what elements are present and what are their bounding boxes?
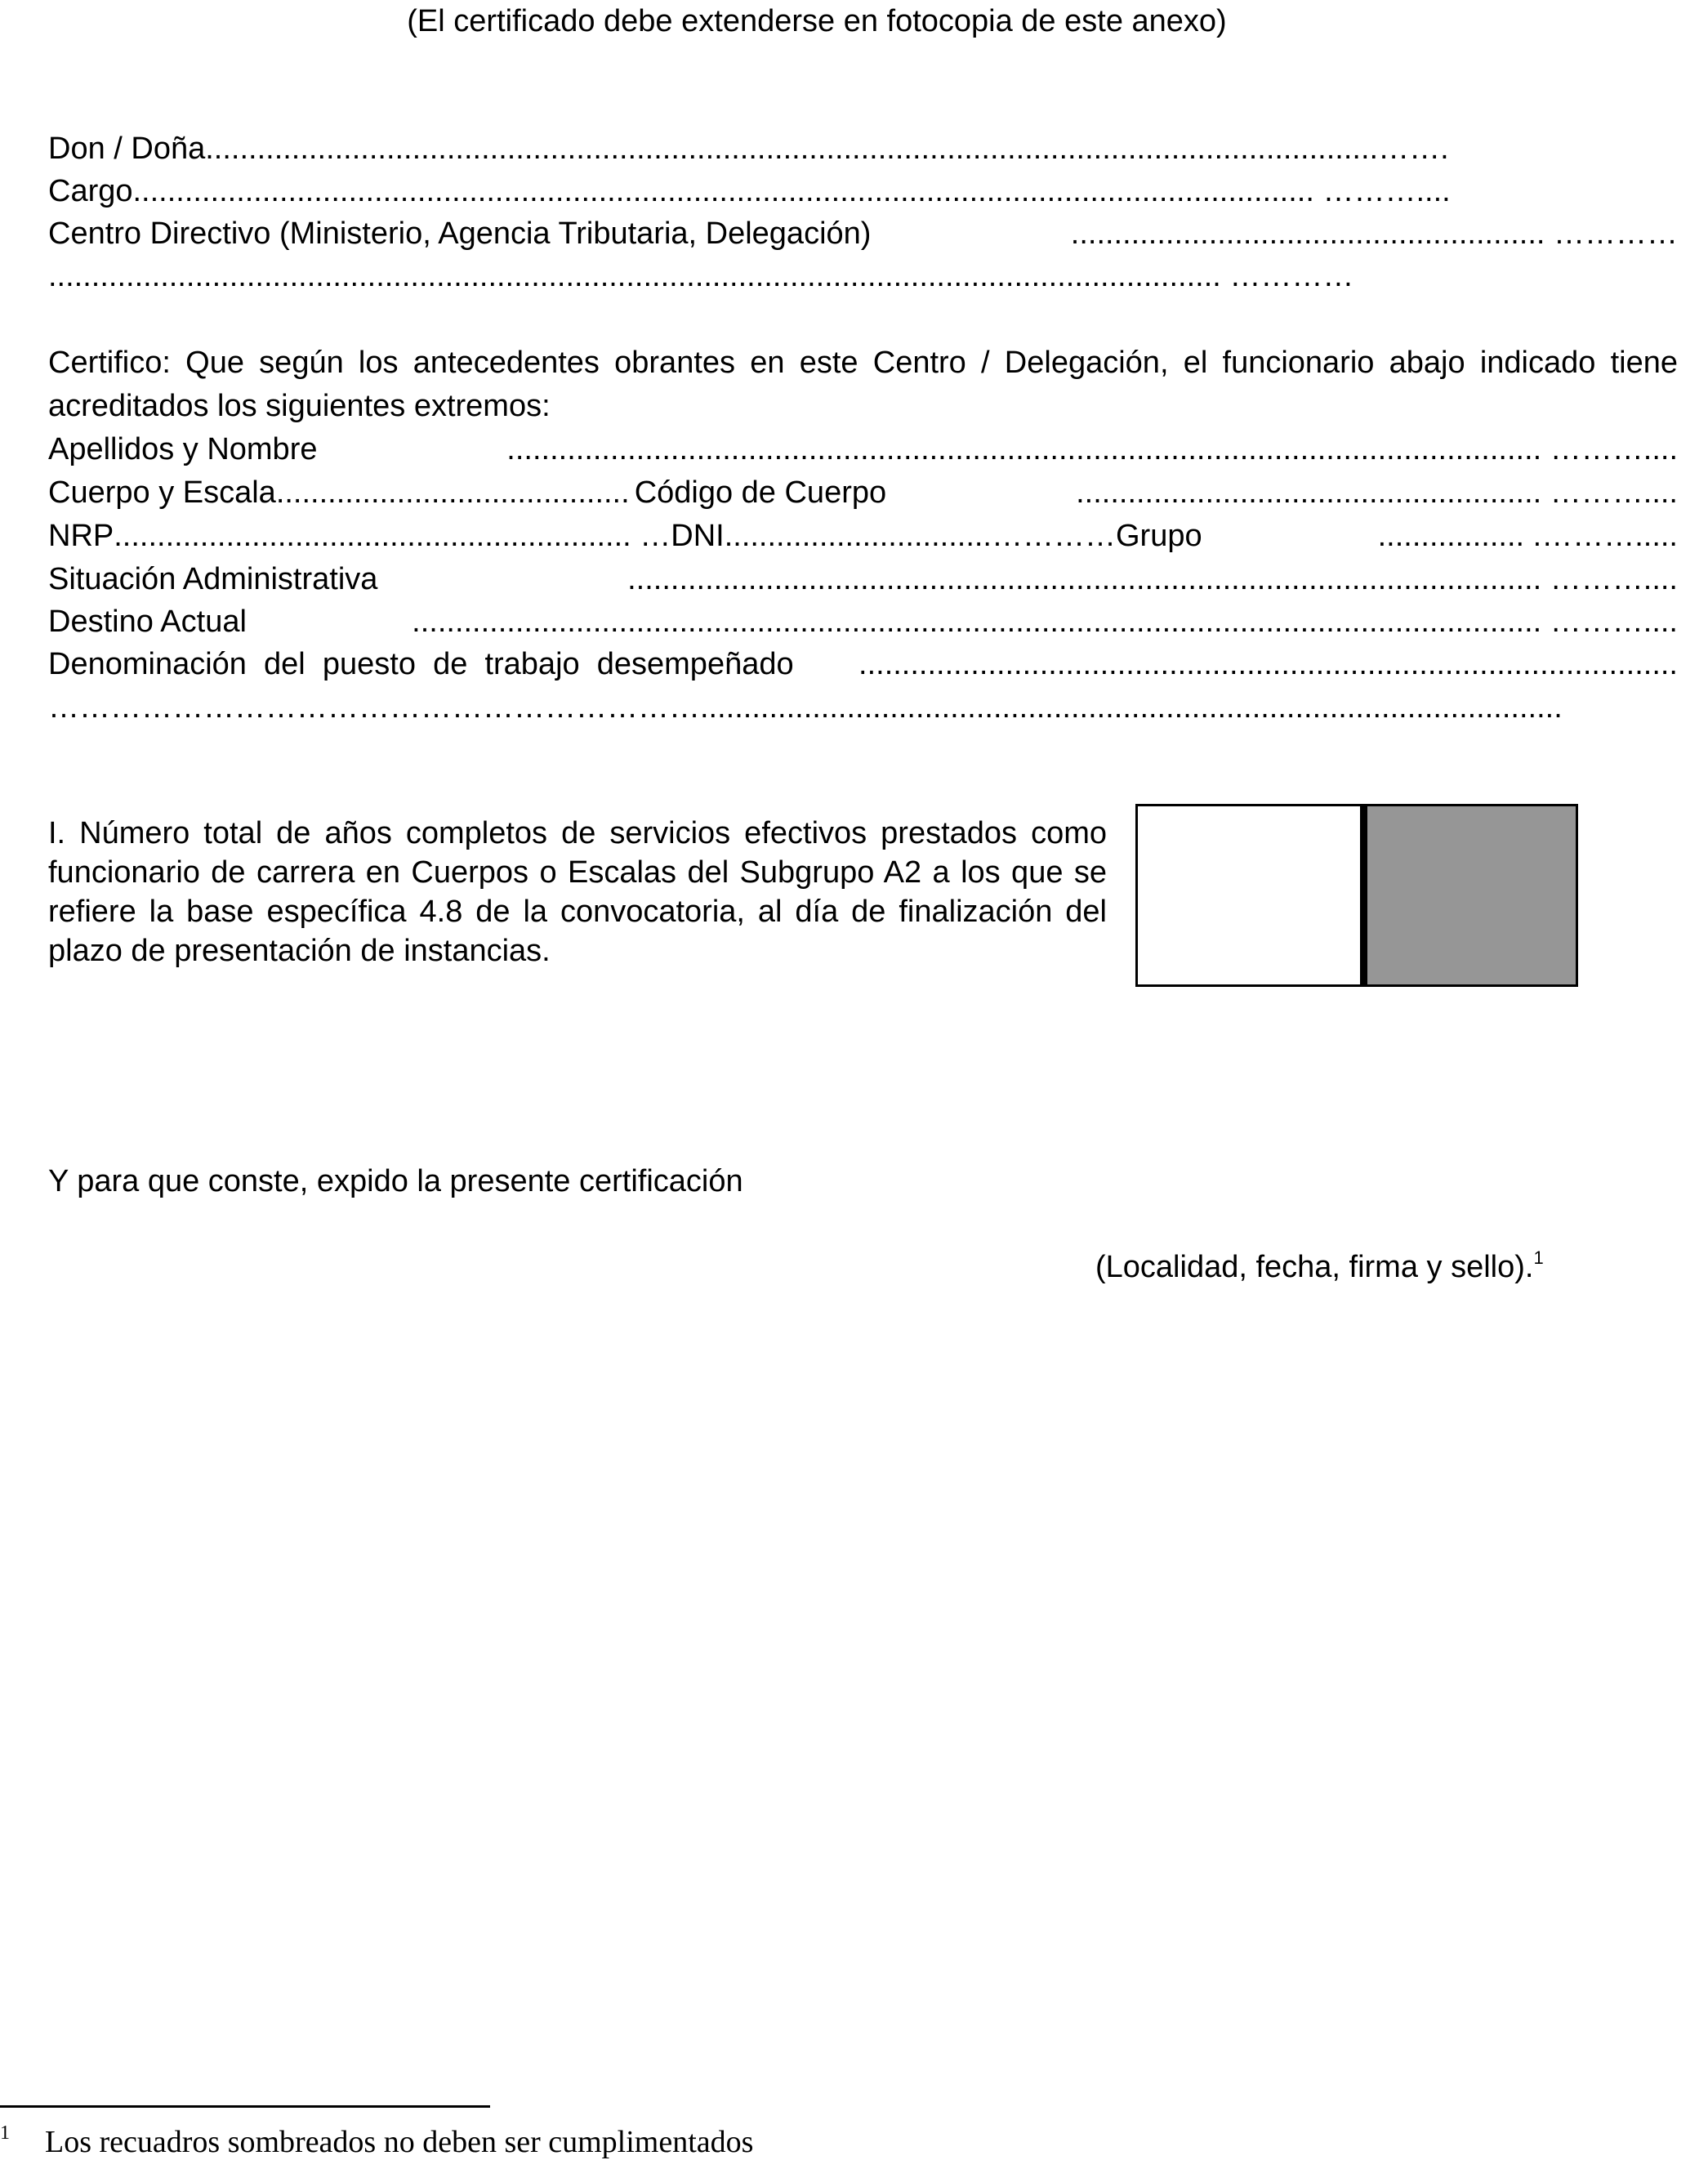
footnote-text: Los recuadros sombreados no deben ser cumplimentados bbox=[45, 2125, 754, 2159]
signature-footnote-mark: 1 bbox=[1533, 1247, 1544, 1268]
job-field[interactable] bbox=[48, 643, 1678, 685]
certifier-center-label: Centro Directivo (Ministerio, Agencia Tributaria, Delegación) bbox=[48, 216, 872, 251]
certifier-center-continuation[interactable]: ........................................................................................................................................ ………… bbox=[48, 259, 1354, 293]
service-years-input-box[interactable] bbox=[1135, 804, 1362, 987]
closing-statement: Y para que conste, expido la presente certificación bbox=[48, 1164, 743, 1198]
service-years-shaded-box bbox=[1362, 804, 1578, 987]
certifier-name-field[interactable] bbox=[48, 127, 1678, 170]
situation-label: Situación Administrativa bbox=[48, 562, 378, 596]
job-label: Denominación del puesto de trabajo desempeñado bbox=[48, 647, 811, 681]
corps-dots[interactable]: ......................................... bbox=[275, 475, 630, 510]
nrp-dni-group-row bbox=[48, 515, 1678, 557]
footnote: 1 Los recuadros sombreados no deben ser cumplimentados bbox=[0, 2122, 754, 2159]
corps-scale-row bbox=[48, 471, 1678, 514]
dni-dots[interactable]: ...............................………… bbox=[724, 519, 1116, 553]
certifier-name-dots: ........................................................................................................................................……. bbox=[205, 132, 1449, 166]
group-label: Grupo bbox=[1116, 519, 1202, 553]
surname-label: Apellidos y Nombre bbox=[48, 432, 318, 466]
certifier-position-field[interactable] bbox=[48, 170, 1678, 212]
signature-text: (Localidad, fecha, firma y sello). bbox=[1095, 1250, 1534, 1284]
nrp-dots[interactable]: ............................................................ … bbox=[114, 519, 671, 553]
certifier-center-field[interactable] bbox=[48, 212, 1678, 255]
document-subtitle: (El certificado debe extenderse en fotocopia de este anexo) bbox=[407, 4, 1227, 38]
situation-field[interactable] bbox=[48, 558, 1678, 600]
surname-dots: ........................................................................................................................ ……….... bbox=[506, 432, 1678, 466]
corps-code-label: Código de Cuerpo bbox=[634, 475, 887, 510]
corps-code-dots[interactable]: ...................................................... ……….... bbox=[1076, 475, 1678, 510]
certifier-name-label: Don / Doña bbox=[48, 132, 206, 166]
footnote-divider bbox=[0, 2105, 490, 2108]
situation-dots: .......................................................................................................... ……….... bbox=[627, 562, 1678, 596]
destination-field[interactable] bbox=[48, 600, 1678, 643]
dni-label: DNI bbox=[671, 519, 725, 553]
destination-dots: ................................................................................................................................... ……….... bbox=[412, 605, 1678, 639]
signature-line bbox=[1095, 1246, 1544, 1288]
surname-field[interactable] bbox=[48, 428, 1678, 471]
item-service-years-text: I. Número total de años completos de servicios efectivos prestados como funcionario de carrera en Cuerpos o Escalas del Subgrupo A2 a los que se refiere la base específica 4.8 de la convocatoria, al día de finalización del plazo de presentación de instancias. bbox=[48, 816, 1107, 968]
certifier-position-label: Cargo bbox=[48, 174, 133, 208]
certification-intro: Certifico: Que según los antecedentes obrantes en este Centro / Delegación, el funcionario abajo indicado tiene acreditados los siguientes extremos: bbox=[48, 346, 1678, 423]
certifier-center-dots: ....................................................... ………… bbox=[1070, 216, 1678, 251]
job-continuation[interactable]: ……………………………………………………….................................................................................................... bbox=[48, 690, 1563, 725]
corps-label: Cuerpo y Escala bbox=[48, 475, 276, 510]
certifier-position-dots: ......................................................................................................................................... ……….... bbox=[132, 174, 1451, 208]
group-dots[interactable]: ................. .………..... bbox=[1377, 519, 1678, 553]
nrp-label: NRP bbox=[48, 519, 114, 553]
job-dots: ............................................................................................... bbox=[858, 647, 1678, 681]
destination-label: Destino Actual bbox=[48, 605, 247, 639]
